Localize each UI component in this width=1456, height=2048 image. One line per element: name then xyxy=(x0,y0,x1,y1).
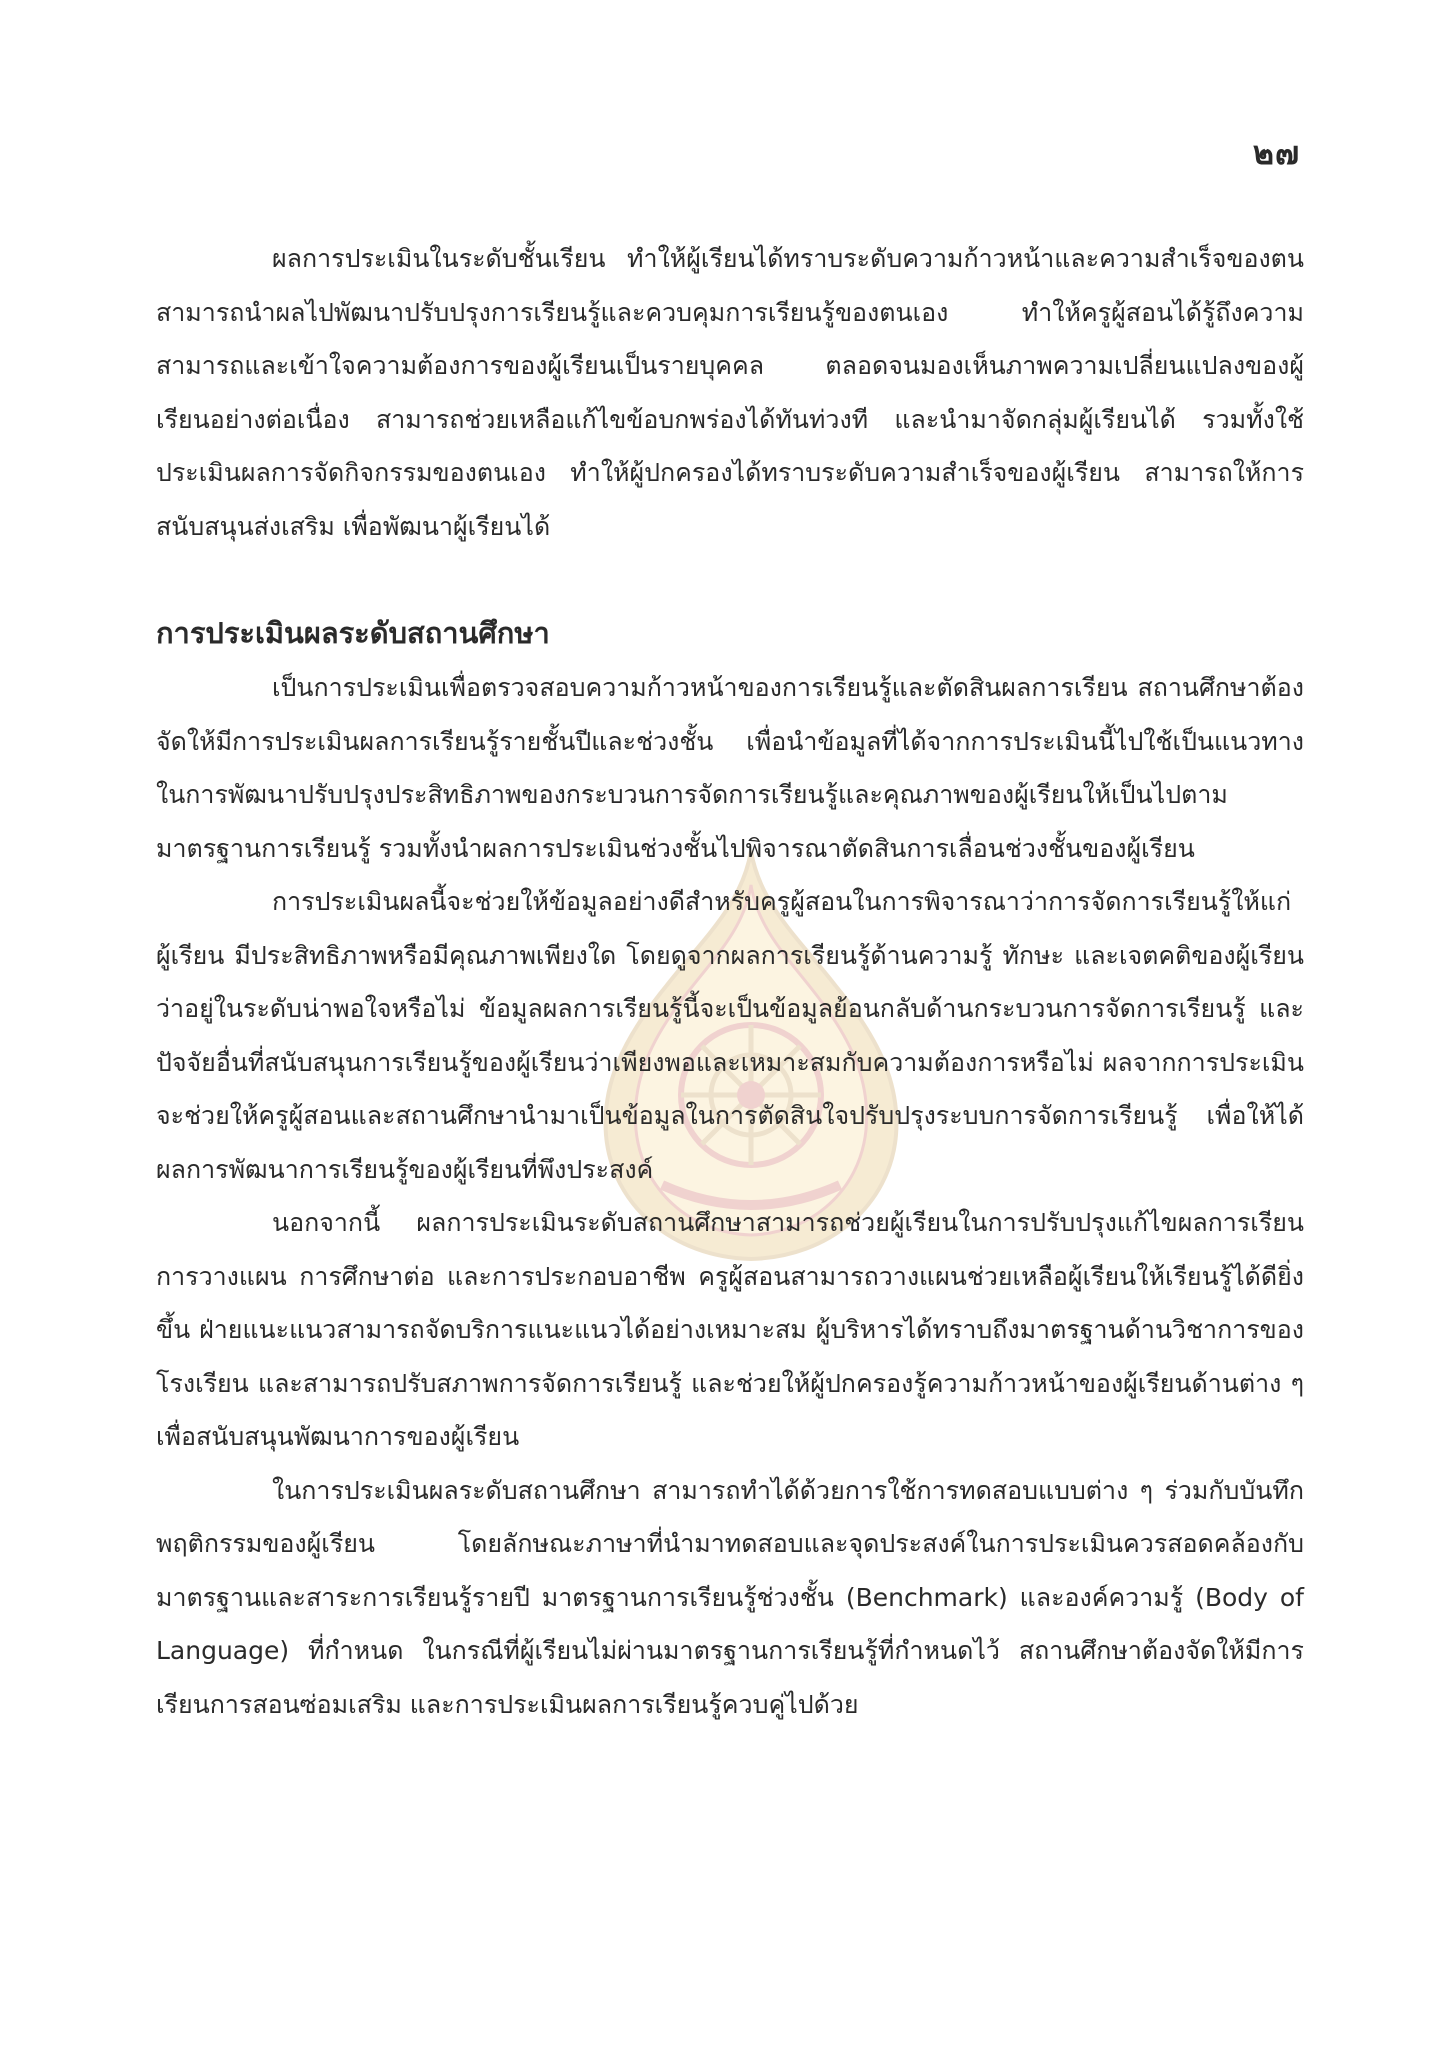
page-number: ๒๗ xyxy=(1252,134,1300,172)
document-body xyxy=(156,232,1304,1731)
body-paragraph: การประเมินผลนี้จะช่วยให้ข้อมูลอย่างดีสำหรับครูผู้สอนในการพิจารณาว่าการจัดการเรียนรู้ให้แก่ผู้เรียน มีประสิทธิภาพหรือมีคุณภาพเพียงใด โดยดูจากผลการเรียนรู้ด้านความรู้ ทักษะ และเจตคติของผู้เรียนว่าอยู่ในระดับน่าพอใจหรือไม่ ข้อมูลผลการเรียนรู้นี้จะเป็นข้อมูลย้อนกลับด้านกระบวนการจัดการเรียนรู้ และปัจจัยอื่นที่สนับสนุนการเรียนรู้ของผู้เรียนว่าเพียงพอและเหมาะสมกับความต้องการหรือไม่ ผลจากการประเมินจะช่วยให้ครูผู้สอนและสถานศึกษานำมาเป็นข้อมูลในการตัดสินใจปรับปรุงระบบการจัดการเรียนรู้ เพื่อให้ได้ผลการพัฒนาการเรียนรู้ของผู้เรียนที่พึงประสงค์ xyxy=(156,887,1304,1184)
body-paragraph: ในการประเมินผลระดับสถานศึกษา สามารถทำได้ด้วยการใช้การทดสอบแบบต่าง ๆ ร่วมกับบันทึกพฤติกรรมของผู้เรียน โดยลักษณะภาษาที่นำมาทดสอบและจุดประสงค์ในการประเมินควรสอดคล้องกับมาตรฐานและสาระการเรียนรู้รายปี มาตรฐานการเรียนรู้ช่วงชั้น (Benchmark) และองค์ความรู้ (Body of Language) ที่กำหนด ในกรณีที่ผู้เรียนไม่ผ่านมาตรฐานการเรียนรู้ที่กำหนดไว้ สถานศึกษาต้องจัดให้มีการเรียนการสอนซ่อมเสริม และการประเมินผลการเรียนรู้ควบคู่ไปด้วย xyxy=(156,1475,1304,1719)
intro-paragraph: ผลการประเมินในระดับชั้นเรียน ทำให้ผู้เรียนได้ทราบระดับความก้าวหน้าและความสำเร็จของตน สามารถนำผลไปพัฒนาปรับปรุงการเรียนรู้และควบคุมการเรียนรู้ของตนเอง ทำให้ครูผู้สอนได้รู้ถึงความสามารถและเข้าใจความต้องการของผู้เรียนเป็นรายบุคคล ตลอดจนมองเห็นภาพความเปลี่ยนแปลงของผู้เรียนอย่างต่อเนื่อง สามารถช่วยเหลือแก้ไขข้อบกพร่องได้ทันท่วงที และนำมาจัดกลุ่มผู้เรียนได้ รวมทั้งใช้ประเมินผลการจัดกิจกรรมของตนเอง ทำให้ผู้ปกครองได้ทราบระดับความสำเร็จของผู้เรียน สามารถให้การสนับสนุนส่งเสริม เพื่อพัฒนาผู้เรียนได้ xyxy=(156,244,1304,541)
section-heading: การประเมินผลระดับสถานศึกษา xyxy=(156,616,550,650)
body-paragraph: เป็นการประเมินเพื่อตรวจสอบความก้าวหน้าของการเรียนรู้และตัดสินผลการเรียน สถานศึกษาต้องจัดให้มีการประเมินผลการเรียนรู้รายชั้นปีและช่วงชั้น เพื่อนำข้อมูลที่ได้จากการประเมินนี้ไปใช้เป็นแนวทางในการพัฒนาปรับปรุงประสิทธิภาพของกระบวนการจัดการเรียนรู้และคุณภาพของผู้เรียนให้เป็นไปตามมาตรฐานการเรียนรู้ รวมทั้งนำผลการประเมินช่วงชั้นไปพิจารณาตัดสินการเลื่อนช่วงชั้นของผู้เรียน xyxy=(156,673,1304,863)
body-paragraph: นอกจากนี้ ผลการประเมินระดับสถานศึกษาสามารถช่วยผู้เรียนในการปรับปรุงแก้ไขผลการเรียน การวางแผน การศึกษาต่อ และการประกอบอาชีพ ครูผู้สอนสามารถวางแผนช่วยเหลือผู้เรียนให้เรียนรู้ได้ดียิ่งขึ้น ฝ่ายแนะแนวสามารถจัดบริการแนะแนวได้อย่างเหมาะสม ผู้บริหารได้ทราบถึงมาตรฐานด้านวิชาการของโรงเรียน และสามารถปรับสภาพการจัดการเรียนรู้ และช่วยให้ผู้ปกครองรู้ความก้าวหน้าของผู้เรียนด้านต่าง ๆ เพื่อสนับสนุนพัฒนาการของผู้เรียน xyxy=(156,1208,1304,1451)
